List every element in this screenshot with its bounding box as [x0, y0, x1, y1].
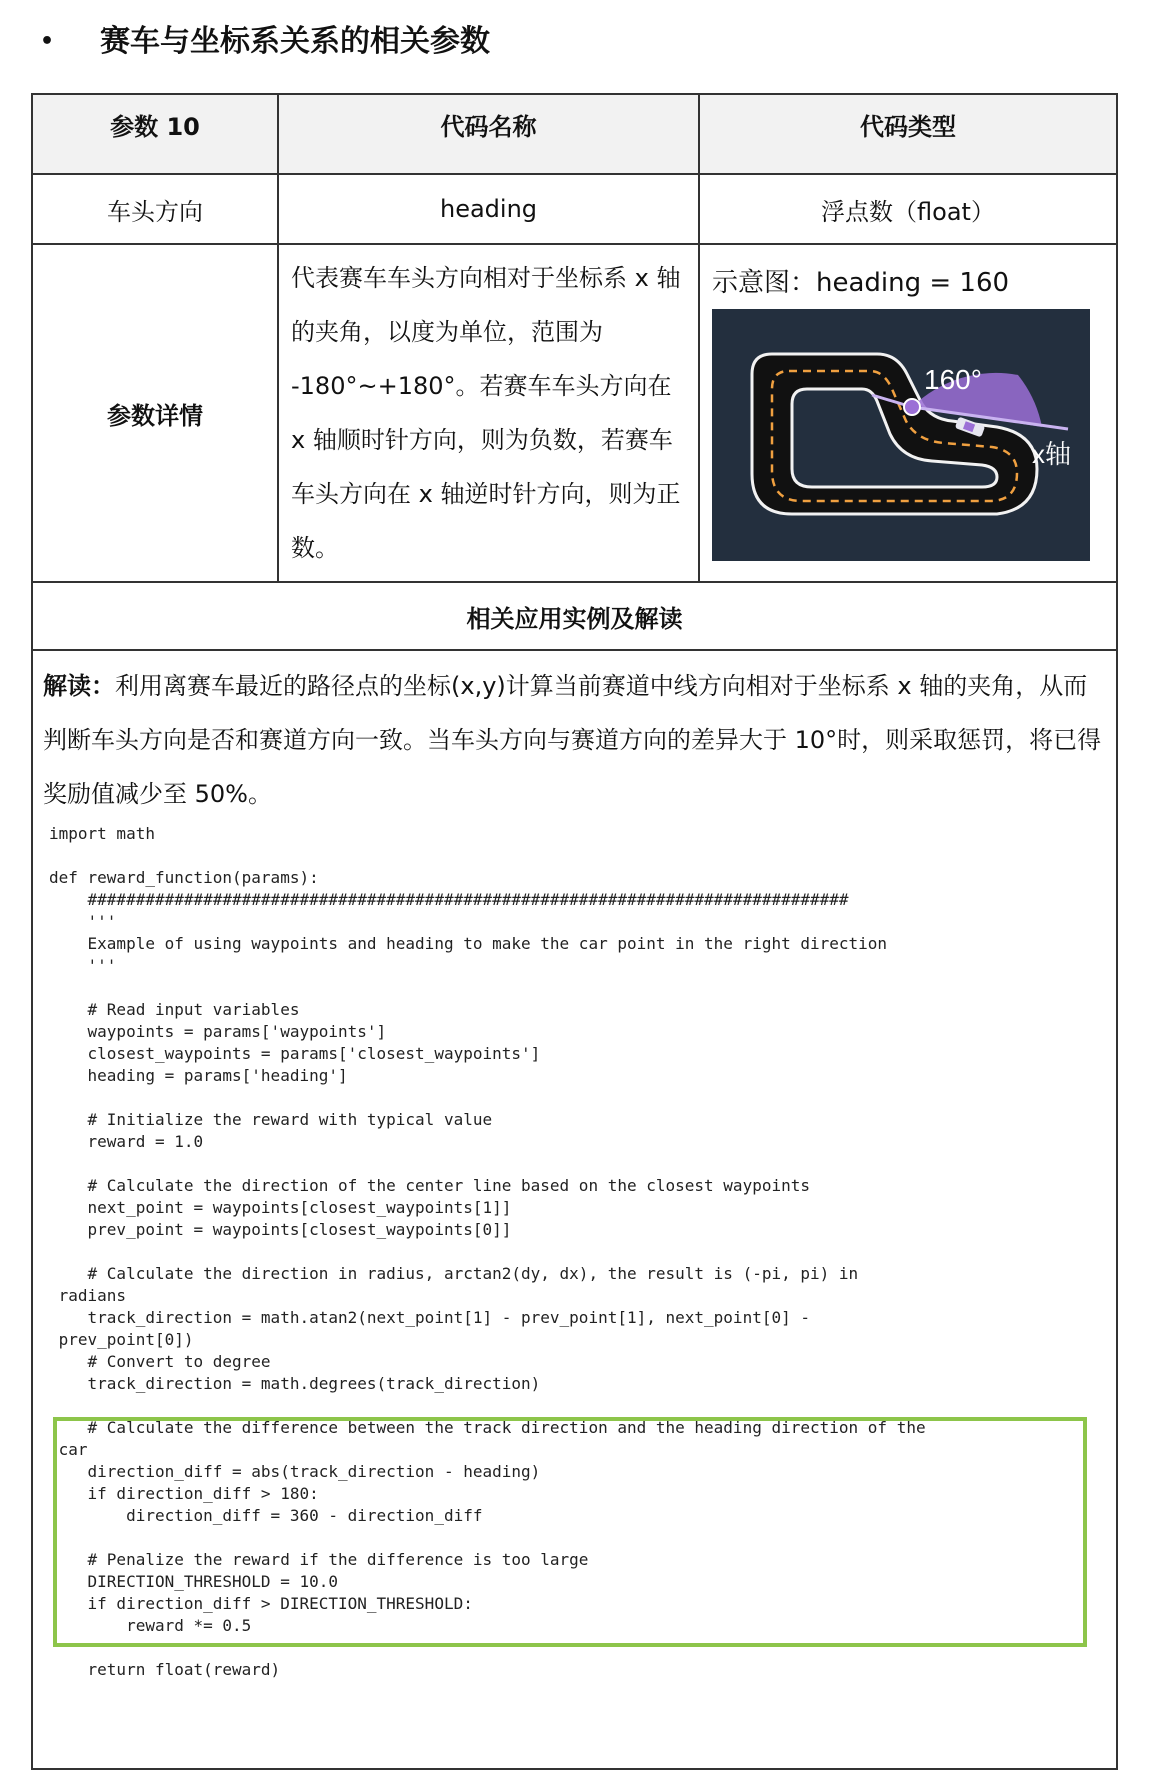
highlight-box — [53, 1417, 1087, 1647]
body-cell — [32, 650, 1117, 1769]
interpretation-label: 解读： — [43, 672, 115, 700]
header-code-name: 代码名称 — [278, 94, 699, 174]
detail-label: 参数详情 — [32, 244, 278, 582]
diagram-caption: 示意图：heading = 160 — [712, 268, 1010, 298]
section-heading — [40, 22, 490, 62]
param-name-cell: 车头方向 — [32, 174, 278, 244]
diagram-cell — [699, 244, 1117, 582]
body-row — [32, 650, 1117, 1769]
bullet: • — [40, 29, 55, 54]
table-row — [32, 174, 1117, 244]
detail-row — [32, 244, 1117, 582]
section-title: 赛车与坐标系关系的相关参数 — [100, 24, 490, 59]
track-illustration — [712, 309, 1090, 561]
interpretation-text: 利用离赛车最近的路径点的坐标(x,y)计算当前赛道中线方向相对于坐标系 x 轴的夹角，从而判断车头方向是否和赛道方向一致。当车头方向与赛道方向的差异大于 10°时，则采取惩罚，将已得奖励值减少至 50%。 — [43, 672, 1102, 808]
origin-dot — [904, 399, 920, 415]
code-name-cell: heading — [278, 174, 699, 244]
heading-diagram — [712, 309, 1090, 561]
parameter-table — [31, 93, 1118, 1770]
header-code-type: 代码类型 — [699, 94, 1117, 174]
axis-label: x轴 — [1032, 439, 1072, 469]
code-block: import math def reward_function(params): ############################################################################### ''' Example of using waypoints and heading to make the car point in the right direction ''' # Read input variables waypoints = params['waypoints'] closest_waypoints = params['closest_waypoints'] heading = params['heading'] # Initialize the reward with typical value reward = 1.0 # Calculate the direction of the center line based on the closest waypoints next_point = waypoints[closest_waypoints[1]] prev_point = waypoints[closest_waypoints[0]] # Calculate the direction in radius, arctan2(dy, dx), the result is (-pi, pi) in radians track_direction = math.atan2(next_point[1] - prev_point[1], next_point[0] - prev_point[0]) # Convert to degree track_direction = math.degrees(track_direction) # Calculate the difference between the track direction and the heading direction of the car direction_diff = abs(track_direction - heading) if direction_diff > 180: direction_diff = 360 - direction_diff # Penalize the reward if the difference is too large DIRECTION_THRESHOLD = 10.0 if direction_diff > DIRECTION_THRESHOLD: reward *= 0.5 return float(reward) — [49, 824, 926, 1679]
header-param: 参数 10 — [32, 94, 278, 174]
code-type-cell: 浮点数（float） — [699, 174, 1117, 244]
table-header-row — [32, 94, 1117, 174]
description: 代表赛车车头方向相对于坐标系 x 轴的夹角，以度为单位，范围为 -180°~+180°。若赛车车头方向在 x 轴顺时针方向，则为负数，若赛车车头方向在 x 轴逆时针方向，则为正数。 — [278, 244, 699, 582]
related-title: 相关应用实例及解读 — [32, 582, 1117, 650]
angle-label: 160° — [924, 364, 982, 395]
related-row — [32, 582, 1117, 650]
interpretation — [43, 659, 1103, 821]
